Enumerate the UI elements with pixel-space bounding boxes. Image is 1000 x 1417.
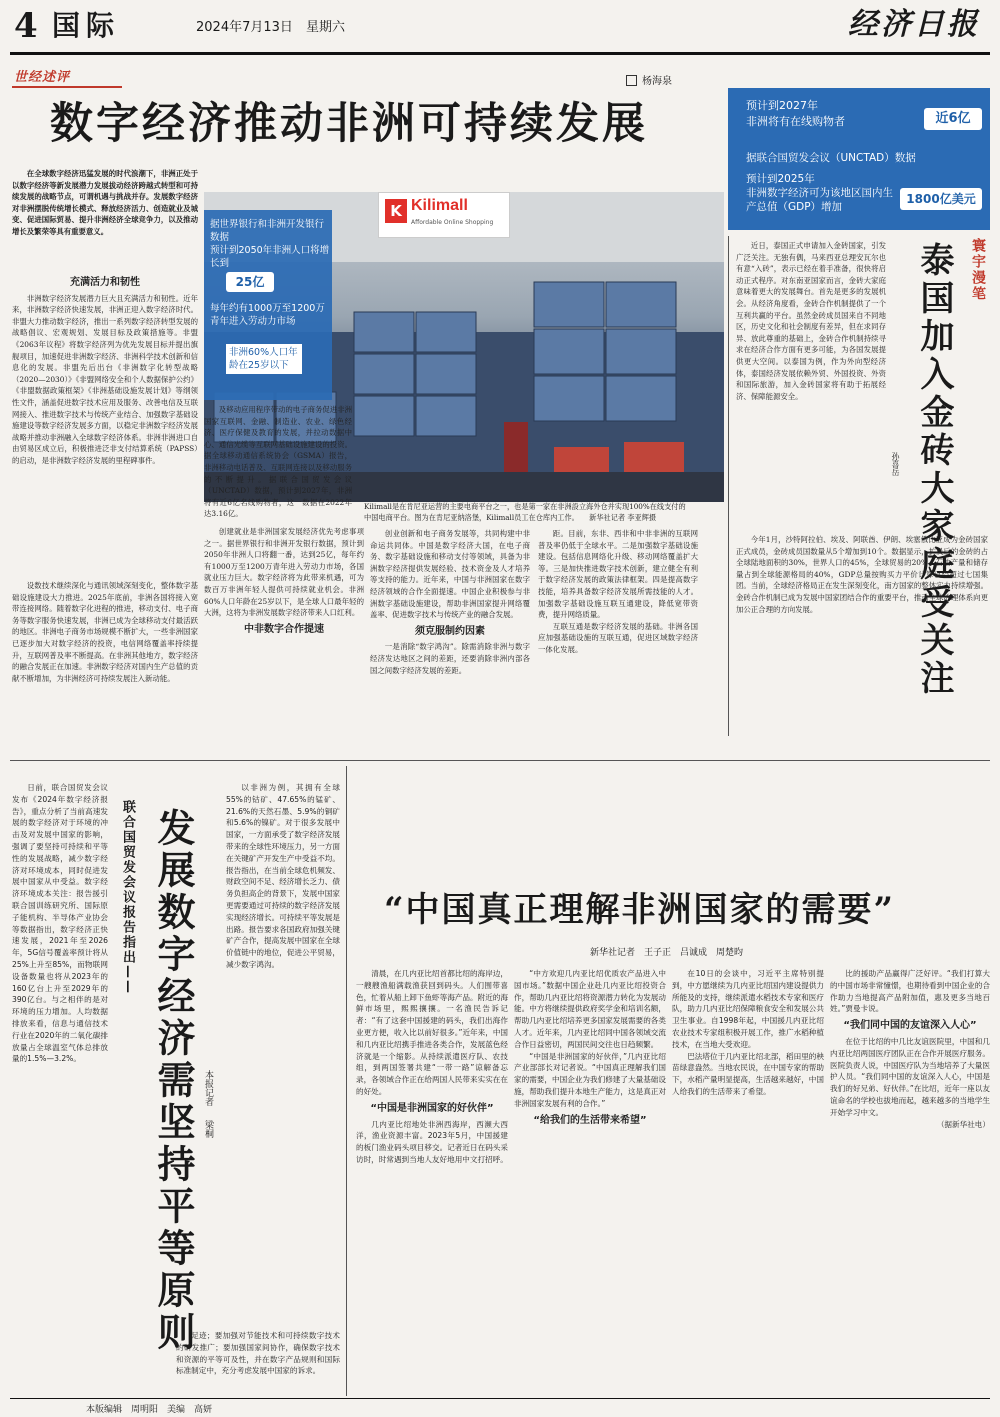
caption-credit: 新华社记者 李亚辉摄 xyxy=(589,512,657,522)
feature-paragraph-4b: 在位于比绍的中几比友谊医院里，中国和几内亚比绍两国医疗团队正在合作开展医疗服务。医院负责人说，中国医疗队为当地培养了大量医护人员。“我们同中国的友谊深入人心，中国是我们的好兄弟、好伙伴。”在比绍，近年一座以友谊命名的学校也拔地而起，越来越多的当地学生开始学习中文。 xyxy=(830,1036,990,1117)
feature-paragraph-2: “中方欢迎几内亚比绍优质农产品进入中国市场。”数据中国企业赴几内亚比绍投资合作，帮助几内亚比绍将资源潜力转化为发展动能。中方将继续提供政府奖学金和培训名额，帮助几内亚比绍培养更多国家发展需要的各类人才。近年来，几内亚比绍同中国各领域交流合作日益密切，两国民间交往也日趋频繁。 xyxy=(514,969,666,1049)
top-article-col3b xyxy=(204,526,364,756)
feature-byline: 新华社记者 王子正 吕诚成 周楚昀 xyxy=(590,948,744,958)
info-item-5-text: 每年约有1000万至1200万青年进入劳动力市场 xyxy=(210,303,325,327)
feature-paragraph-1: 清晨，在几内亚比绍首都比绍的海岸边，一艘艘渔船满载渔获回到码头。人们围带喜色，忙着从船上卸下鱼虾等海产品。附近的海鲜市场里，熙熙攘攘。一名渔民告诉记者：“有了这套中国援建的码头，我们出海作业更方便，收入比以前好很多。”近年来，中国和几内亚比绍携手推进各类合作，发展蓝色经济就是一个缩影。从持续派遣医疗队、农技组，到两国签署共建“一带一路”谅解备忘录，各领域合作正在给两国人民带来实实在在的好处。 xyxy=(356,969,509,1096)
report-author-label: 本报记者 xyxy=(203,1070,213,1106)
feature-paragraph-4: 比的援助产品赢得广泛好评。“我们打算大的中国市场非常憧憬，也期待看到中国企业的合作助力当地提高产品附加值，惠及更多当地百姓。”贾曼卡说。 xyxy=(830,969,990,1014)
masthead-rule xyxy=(10,52,990,55)
info-item-1 xyxy=(746,98,916,130)
report-paragraph-2: 以非洲为例，其拥有全球55%的钴矿、47.65%的锰矿、21.6%的天然石墨、5.9%的铜矿和5.6%的镍矿。对于很多发展中国家，一方面承受了数字经济发展带来的全球性环境压力，另一方面在关键矿产开发生产中受益不均。报告指出，在当前全球危机频发、财政空间不足、经济增长乏力、债务负担高企的背景下，发展中国家更需要通过可持续的数字经济发展实现经济增长。可持续平等发展是出路。报告要求各国政府加强关键矿产合作，提高发展中国家在全球价值链中的地位，促进公平贸易，减少数字鸿沟。 xyxy=(226,783,340,969)
col4-paragraph: 创业创新和电子商务发展等，共同构建中非命运共同体。中国是数字经济大国，在电子商务、数字基础设施和移动支付等领域，具备为非洲数字经济提供发展经验、技术资金及人才培养等支持的能力。近年来，中国与非洲国家在数字经济领域的合作全面提速。中国企业积极参与非洲数字基础设施建设，帮助非洲国家提升网络覆盖率、促进数字技术与传统产业的融合发展。 xyxy=(370,529,530,620)
feature-paragraph-3b: 巴法塔位于几内亚比绍北部，稻田里的秧苗绿意盎然。当地农民说，在中国专家的帮助下，水稻产量明显提高，生活越来越好，中国人给我们的生活带来了希望。 xyxy=(672,1051,824,1096)
col5-paragraph-b: 互联互通是数字经济发展的基础。非洲各国应加强基础设施的互联互通，促进区域数字经济一体化发展。 xyxy=(538,621,698,654)
col4-paragraph-b: 一是消除“数字鸿沟”。除需消除非洲与数字经济发达地区之间的差距，还要消除非洲内部各国之间数字经济发展的差距。 xyxy=(370,642,530,675)
feature-col2 xyxy=(514,968,666,1394)
section-name: 国际 xyxy=(52,9,121,42)
tag-underline xyxy=(12,86,122,88)
subhead-friendship: “我们同中国的友谊深入人心” xyxy=(843,1020,977,1032)
report-col2 xyxy=(226,782,340,1394)
sidebar-tag: 寰宇漫笔 xyxy=(970,238,986,302)
info-item-4 xyxy=(210,218,330,270)
report-headline: 发展数字经济需坚持平等原则 xyxy=(151,808,196,1354)
feature-headline: “中国真正理解非洲国家的需要” xyxy=(384,890,896,930)
report-kicker: 联合国贸发会议报告指出—— xyxy=(120,800,135,995)
footer-rule xyxy=(10,1398,990,1399)
info-item-4-label: 据世界银行和非洲开发银行数据 xyxy=(210,219,325,243)
info-item-1-value: 近6亿 xyxy=(924,108,982,130)
feature-source: （据新华社电） xyxy=(936,1119,990,1129)
top-article-col3 xyxy=(204,404,352,519)
store-brand: Kilimall xyxy=(411,197,468,214)
feature-col4 xyxy=(830,968,990,1394)
report-divider xyxy=(346,766,347,1396)
author-icon xyxy=(626,75,637,86)
feature-paragraph-3: 在10日的会谈中，习近平主席特别提到，中方愿继续为几内亚比绍国内建设提供力所能及的支持，继续派遣水稻技术专家和医疗队，助力几内亚比绍保障粮食安全和发展公共卫生事业。自1998年起，中国援几内亚比绍农业技术专家组积极开展工作，推广水稻种植技术，在当地大受欢迎。 xyxy=(672,969,824,1049)
sidebar-col-a xyxy=(736,240,886,530)
top-article-lead xyxy=(12,168,198,268)
col2-paragraph: 设数技术继续深化与通讯领域深刻变化，整体数字基础设施建设大力推进。2025年底前，非洲各国将接入宽带连接网络。随着数字化进程的推进，移动支付、电子商务等数字服务快速发展，非洲已成为全球移动支付最活跃的地区。非洲电子商务市场规模不断扩大，一些非洲国家已逐步加大对数字经济的投资，电信网络覆盖率持续提升，互联网普及率不断提高。在非洲其他地方，数字经济的融合发展正在加速。非洲数字经济对国内生产总值的贡献不断增加，为非洲经济可持续发展注入新动能。 xyxy=(12,581,198,683)
feature-paragraph-2b: “中国是非洲国家的好伙伴，”几内亚比绍产业部部长对记者说。“中国真正理解我们国家的需要，中国企业为我们修建了大量基础设施，帮助我们提升本地生产能力，这是真正对非洲国家发展有利的合作。” xyxy=(514,1051,666,1108)
masthead xyxy=(0,0,1000,56)
feature-paragraph-1b: 几内亚比绍地处非洲西海岸，西濒大西洋，渔业资源丰富。2023年5月，中国援建的板门渔业码头项目移交。记者近日在码头采访时，时常遇到当地人友好地用中文打招呼。 xyxy=(356,1119,508,1164)
report-col1 xyxy=(12,782,108,1394)
sidebar-divider xyxy=(728,236,729,736)
sidebar-col-b xyxy=(736,534,988,734)
info-item-4-value: 25亿 xyxy=(226,272,274,292)
info-item-1-text: 非洲将有在线购物者 xyxy=(746,115,845,128)
store-sign xyxy=(378,192,510,238)
subhead-vitality: 充满活力和韧性 xyxy=(70,277,140,288)
report-paragraph-3: 足迹；要加强对节能技术和可持续数字技术的研发推广；要加强国家间协作，确保数字技术和资源的平等可及性，并在数字产品规则和国际标准制定中，充分考虑发展中国家的诉求。 xyxy=(176,1331,340,1376)
lead-paragraph: 在全球数字经济迅猛发展的时代浪潮下，非洲正处于以数字经济等新发展潜力发展拔动经济跨越式转型和可持续发展的战略节点，可谓机遇与挑战并存。发展数字经济对非洲摆脱传统增长模式、释放经济活力、创造就业及城变、促进国际贸易、提升非洲经济全球竞争力，以及推动增长及繁荣等具有重要意义。 xyxy=(12,169,198,236)
subhead-partner: “中国是非洲国家的好伙伴” xyxy=(370,1102,494,1114)
col3-paragraph: 及移动应用程序带动的电子商务促进非洲国家互联网、金融、制造业、农业、绿色经济、医疗保健及教育的发展，并拉动数据中心、通信光缆等互联网基础设施建设的投资。据全球移动通信系统协会（GSMA）报告，非洲移动电话普及、互联网连接以及移动服务的不断提升。据联合国贸发会议（UNCTAD）数据，预计到2027年，非洲将有近6亿名线购物者，这一数据在2022年达3.16亿。 xyxy=(204,405,352,519)
report-paragraph-1: 日前，联合国贸发会议发布《2024年数字经济报告》，重点分析了当前高速发展的数字经济对于环境的冲击及对发展中国家的影响，强调了要坚持可持续和平等性的发展战略，减少数字经济对环境成本，同时促进发展中国家从中受益。数字经济环境成本关注：报告援引联合国训练研究所、国际原子能机构、半导体产业协会等数据指出，数字经济正快速发展，2021年至2026年，5G信号覆盖率预计将从25%上升至85%，而物联网设备数量也将从2023年的160亿台上升至2029年的390亿台。与之相伴的是对环境的压力增加。人均数据排放来看，信息与通信技术行业在2020年的二氧化碳排放量占全球温室气体总排放量的1.5%—3.2%。 xyxy=(12,783,108,1064)
top-article-col1b xyxy=(12,580,198,755)
info-item-6-text: 非洲60%人口年龄在25岁以下 xyxy=(226,344,302,374)
col1-paragraph: 非洲数字经济发展潜力巨大且充满活力和韧性。近年来，非洲数字经济快速发展，非洲正迎入数字经济时代。非盟大力推动数字经济，推出一系列数字经济转型发展的战略倡议、宏观规划、发展目标及政策措施等。非盟《2063年议程》将数字经济列为优先发展目标并提出旗舰项目，加速促进非洲数字经济、非洲科学技术创新和信息化的发展。非盟先后出台《非洲数字化转型战略（2020—2030）》《非盟网络安全和个人数据保护公约》《非盟数据政策框架》《非洲基础设施发展计划》等纲领性文件，涵盖促进数字技术应用及服务、改善电信及互联网接入、推进数字技术与传统产业结合、加强数字基础设施建设等数字经济发展多方面，以稳定非洲数字经济发展战略并推动非洲融入全球数字经济体系。非洲非洲进口自由贸易区成立后，积极推进泛非支付结算系统（PAPSS）的启动，是非洲数字经济发展的里程碑事件。 xyxy=(12,293,198,465)
store-logo-icon: K xyxy=(385,199,407,223)
photo-caption xyxy=(364,502,690,523)
report-author-name: 梁桐 xyxy=(203,1120,213,1138)
sidebar-author: 孙喜岳 xyxy=(891,452,900,476)
column-tag: 世经述评 xyxy=(14,70,71,85)
main-headline: 数字经济推动非洲可持续发展 xyxy=(50,99,648,149)
footer-editor: 本版编辑 周明阳 美编 高妍 xyxy=(86,1405,213,1415)
caption-text: Kilimall是在肯尼亚运营的主要电商平台之一，也是第一家在非洲設立海外仓并实现100%在线支付的中国电商平台。图为在肯尼亚纳洛堡，Kilimall员工在仓库内工作。 xyxy=(364,502,686,522)
info-item-2-label: 据联合国贸发会议（UNCTAD）数据 xyxy=(746,152,916,164)
issue-weekday: 星期六 xyxy=(306,20,346,35)
page-number: 4 xyxy=(14,6,38,46)
top-article-col5 xyxy=(538,528,698,756)
col5-paragraph: 距。目前，东非、西非和中非非洲的互联网普及率仍低于全球水平。二是加强数字基础设施建设。包括信息网络化升级、移动网络覆盖扩大等。三是加快推进数字技术创新，建立健全有利于数字经济发展的政策法律框架。四是提高数字技能，培养具备数字经济发展所需技能的人才。加强数字基础设施互联互通建设，降低宽带资费，提升网络质量。 xyxy=(538,529,698,620)
paper-logo: 经济日报 xyxy=(848,7,980,42)
section-divider xyxy=(10,760,990,761)
info-item-3 xyxy=(746,172,896,214)
subhead-cooperation: 中非数字合作提速 xyxy=(244,623,324,635)
feature-col1 xyxy=(356,968,508,1394)
sidebar-paragraph-b: 今年1月，沙特阿拉伯、埃及、阿联酋、伊朗、埃塞俄比亚成为金砖国家正式成员，金砖成员国数量从5个增加到10个。数据显示，扩员后的金砖的占全球陆地面积的30%，世界人口的45%，全球贸易的20%，石油产量和储存量占到全球能源格局的40%，GDP总量按购买力平价计算已经超过七国集团。当前，全球经济格局正在发生深刻变化，南方国家的整体实力持续增强。金砖合作机制已成为发展中国家团结合作的重要平台，推动全球治理体系向更加公正合理的方向发展。 xyxy=(736,535,988,614)
col3-paragraph-b: 创建就业是非洲国家发展经济优先考虑事项之一。据世界银行和非洲开发银行数据，预计到2050年非洲人口将翻一番，达到25亿，每年约有1000万至1200万青年进入劳动力市场，各国就业压力巨大。数字经济将为此带来机遇，可为数百万非洲年轻人提供可持续就业机会。非洲60%人口年龄在25岁以下，是全球人口最年轻的大洲，这将为非洲发展数字经济带来人口红利。 xyxy=(204,527,364,618)
info-item-1-label: 预计到2027年 xyxy=(746,99,818,112)
info-item-3-text: 非洲数字经济可为该地区国内生产总值（GDP）增加 xyxy=(746,187,893,213)
sidebar-paragraph-a: 近日，泰国正式申请加入金砖国家，引发广泛关注。无独有偶，马来西亚总理安瓦尔也有意“入砖”，表示已经在着手准备，很快将启动正式程序。对东南亚国家而言，金砖大家庭意味着更大的发展舞台。首先是更多的发展机会。从经济角度看，金砖合作机制提供了一个互利共赢的平台。虽然金砖成员国来自不同地区，历史文化和社会制度有差异，但在求同存异、放此尊重的基础上，金砖合作机制持续寻求在经济合作方面有更多可能，为各国发展提供更大空间。以泰国为例，作为外向型经济体，泰国经济发展依赖外贸、外国投资、外资和国际旅游，加入金砖国家将有助于拓展经济、保障能源安全。 xyxy=(736,241,886,401)
headline-author: 杨海泉 xyxy=(642,76,672,87)
issue-date: 2024年7月13日 xyxy=(196,20,293,35)
top-article-col4 xyxy=(370,528,530,756)
subhead-constraints: 须克服制约因素 xyxy=(415,625,485,637)
store-tagline: Affordable Online Shopping xyxy=(411,219,494,226)
info-item-3-value: 1800亿美元 xyxy=(900,188,982,210)
subhead-hope: “给我们的生活带来希望” xyxy=(533,1114,647,1126)
info-item-4-text: 预计到2050年非洲人口将增长到 xyxy=(210,245,330,269)
info-item-3-label: 预计到2025年 xyxy=(746,173,815,185)
feature-col3 xyxy=(672,968,824,1394)
sidebar-headline: 泰国加入金砖大家庭受关注 xyxy=(914,242,954,698)
report-col2b xyxy=(176,1330,340,1394)
